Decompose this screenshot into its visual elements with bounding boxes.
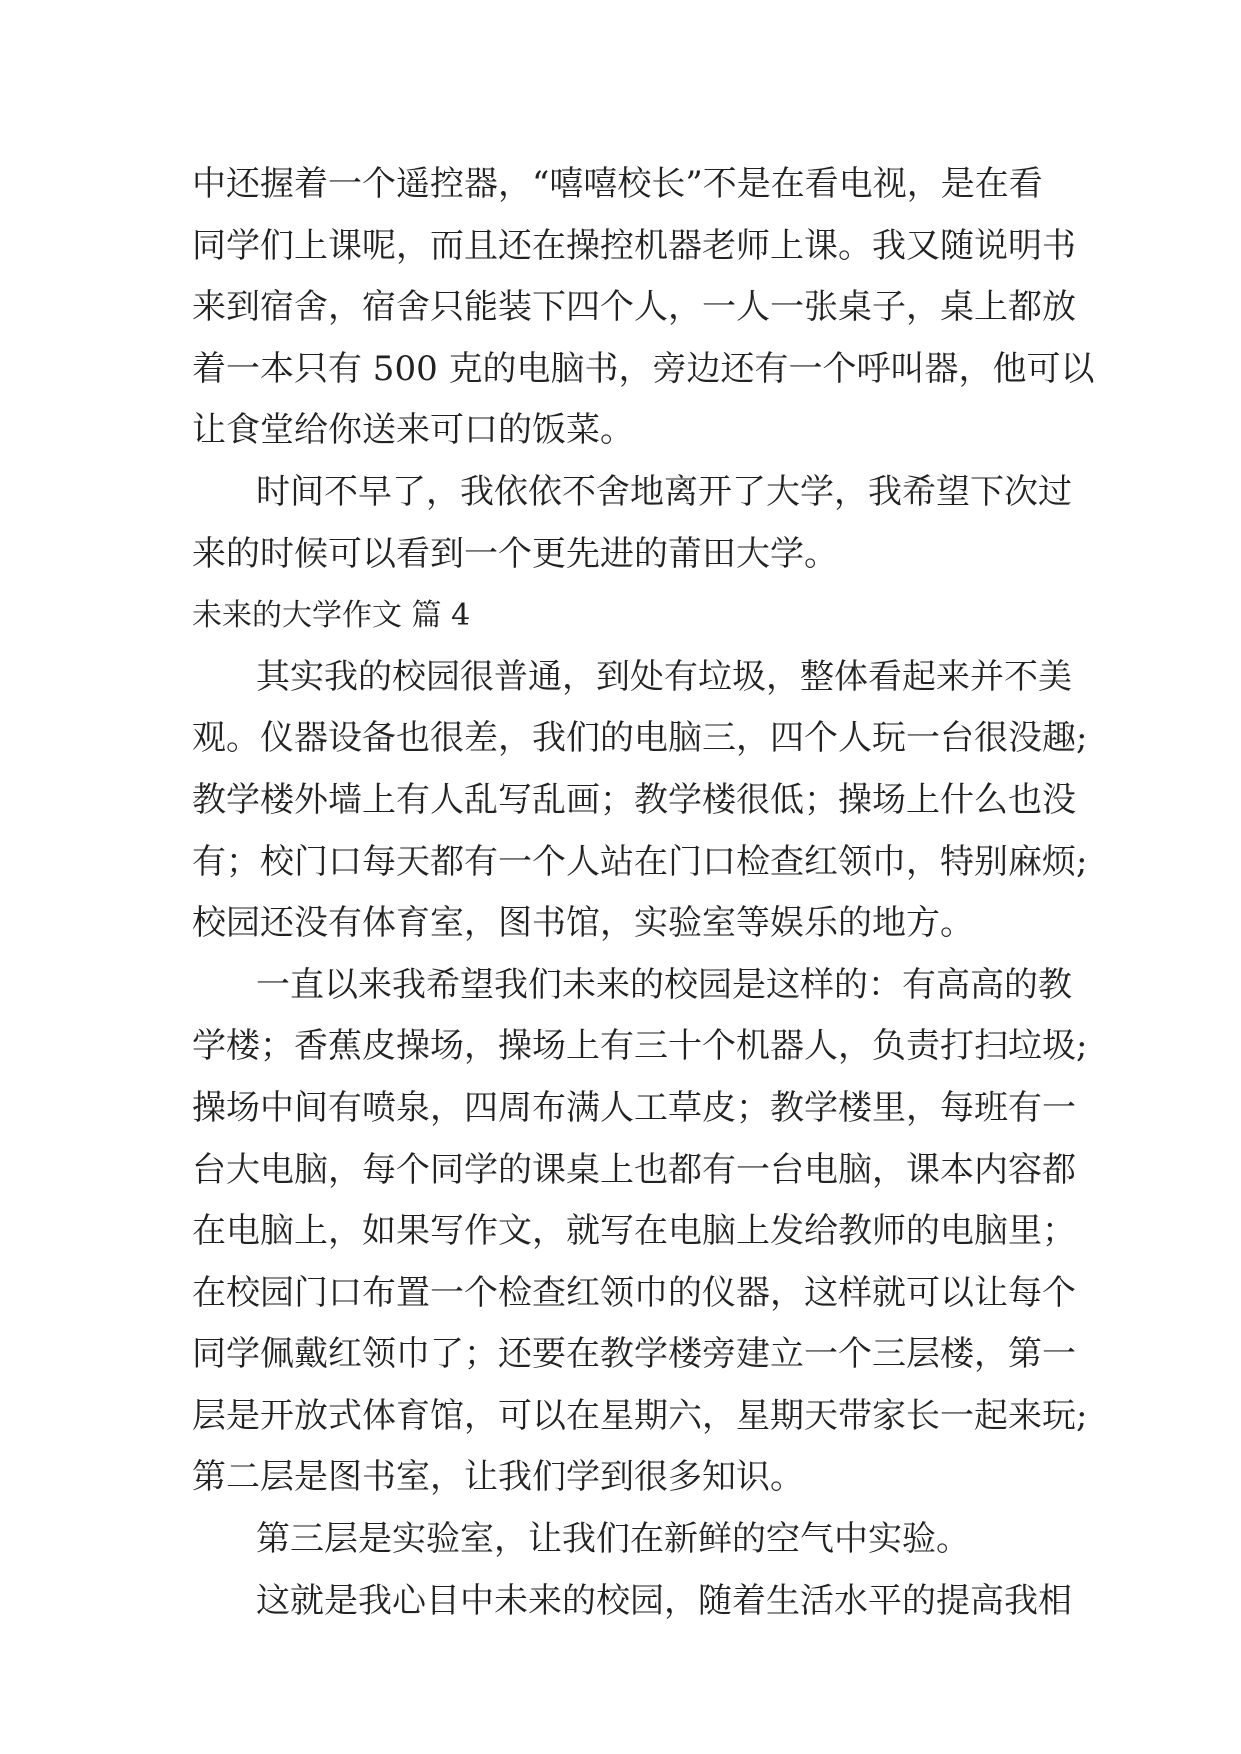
text-line: 中还握着一个遥控器，“嘻嘻校长”不是在看电视，是在看 (192, 164, 1043, 204)
text-line: 台大电脑，每个同学的课桌上也都有一台电脑，课本内容都 (192, 1149, 1076, 1190)
text-line: 校园还没有体育室，图书馆，实验室等娱乐的地方。 (192, 903, 974, 944)
text-line: 在电脑上，如果写作文，就写在电脑上发给教师的电脑里； (192, 1211, 1076, 1252)
text-line: 在校园门口布置一个检查红领巾的仪器，这样就可以让每个 (192, 1272, 1076, 1313)
text-line: 一直以来我希望我们未来的校园是这样的：有高高的教 (256, 964, 1072, 1005)
text-line: 学楼；香蕉皮操场，操场上有三十个机器人，负责打扫垃圾; (192, 1026, 1088, 1067)
text-line: 操场中间有喷泉，四周布满人工草皮；教学楼里，每班有一 (192, 1087, 1076, 1128)
text-line: 其实我的校园很普通，到处有垃圾，整体看起来并不美 (256, 656, 1072, 697)
text-line: 第二层是图书室，让我们学到很多知识。 (192, 1457, 804, 1498)
section-heading: 未来的大学作文 篇 4 (192, 598, 471, 634)
text-line: 第三层是实验室，让我们在新鲜的空气中实验。 (256, 1519, 970, 1560)
text-line: 观。仪器设备也很差，我们的电脑三，四个人玩一台很没趣; (192, 718, 1088, 759)
document-body (192, 154, 1095, 1632)
text-line: 让食堂给你送来可口的饭菜。 (192, 410, 634, 451)
text-line: 有；校门口每天都有一个人站在门口检查红领巾，特别麻烦; (192, 841, 1088, 882)
text-line: 来的时候可以看到一个更先进的莆田大学。 (192, 533, 838, 574)
text-line: 来到宿舍，宿舍只能装下四个人，一人一张桌子，桌上都放 (192, 287, 1076, 328)
text-line: 层是开放式体育馆，可以在星期六，星期天带家长一起来玩; (192, 1395, 1088, 1436)
text-line: 同学佩戴红领巾了；还要在教学楼旁建立一个三层楼，第一 (192, 1334, 1076, 1375)
text-line: 教学楼外墙上有人乱写乱画；教学楼很低；操场上什么也没 (192, 779, 1076, 820)
text-line: 时间不早了，我依依不舍地离开了大学，我希望下次过 (256, 471, 1072, 512)
text-line: 这就是我心目中未来的校园，随着生活水平的提高我相 (256, 1580, 1072, 1621)
text-line: 同学们上课呢，而且还在操控机器老师上课。我又随说明书 (192, 225, 1076, 266)
text-line: 着一本只有 500 克的电脑书，旁边还有一个呼叫器，他可以 (192, 348, 1095, 389)
